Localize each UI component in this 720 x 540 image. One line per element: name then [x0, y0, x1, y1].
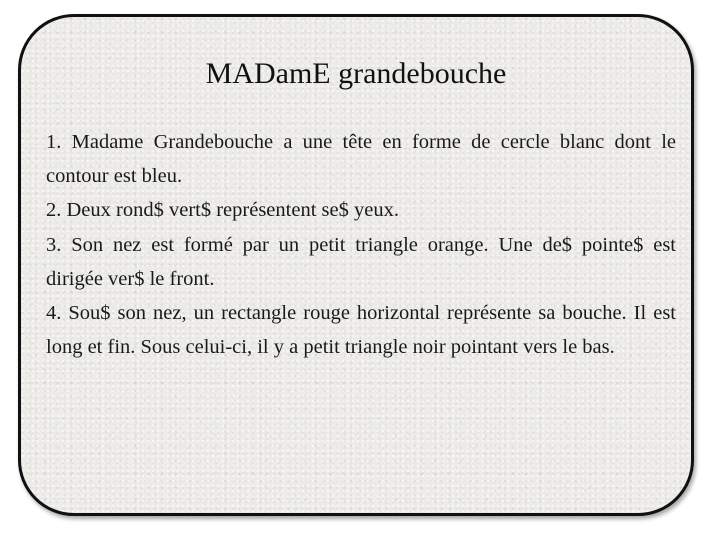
- instruction-item-4: 4. Sou$ son nez, un rectangle rouge horizontal représente sa bouche. Il est long et fin. Sous celui-ci, il y a petit triangle noir pointant vers le bas.: [46, 302, 676, 359]
- instruction-list: [46, 125, 676, 364]
- instruction-item-3: 3. Son nez est formé par un petit triangle orange. Une de$ pointe$ est dirigée ver$ le front.: [46, 233, 676, 290]
- instruction-item-1: 1. Madame Grandebouche a une tête en forme de cercle blanc dont le contour est bleu.: [46, 131, 676, 188]
- instruction-item-2: 2. Deux rond$ vert$ représentent se$ yeux.: [46, 199, 399, 222]
- card-title: MADamE grandebouche: [205, 57, 507, 90]
